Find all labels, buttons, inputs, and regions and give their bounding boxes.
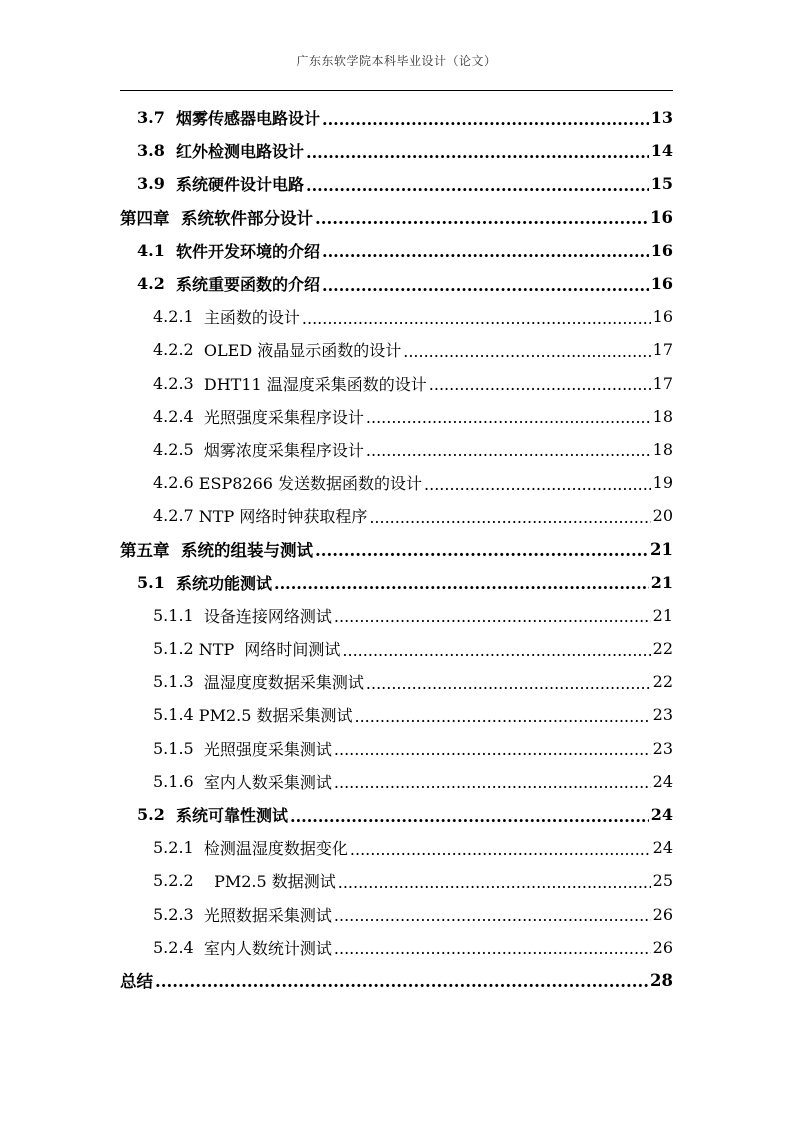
- table-of-contents: [0, 101, 793, 997]
- toc-entry-number: 5.1.4: [153, 705, 199, 725]
- toc-dot-leader: [274, 574, 649, 590]
- toc-dot-leader: [315, 209, 648, 226]
- toc-entry-title: 设备连接网络测试: [203, 606, 332, 626]
- toc-entry[interactable]: [0, 201, 793, 234]
- toc-entry[interactable]: [0, 698, 793, 731]
- toc-entry-number: 4.2.2: [153, 340, 204, 360]
- toc-entry-number: 5.2.4: [153, 937, 204, 957]
- toc-entry-page: 26: [652, 904, 673, 924]
- toc-entry-page: 18: [652, 406, 673, 426]
- toc-entry-number: 5.2.1: [153, 838, 204, 858]
- toc-entry-number: 4.2.1: [153, 307, 204, 327]
- toc-dot-leader: [369, 508, 650, 524]
- toc-entry[interactable]: [0, 831, 793, 864]
- toc-entry[interactable]: [0, 400, 793, 433]
- toc-entry-title: 检测温湿度数据变化: [203, 839, 348, 859]
- toc-dot-leader: [334, 939, 651, 955]
- toc-entry-number: 5.1.3: [153, 672, 204, 692]
- toc-entry[interactable]: [0, 234, 793, 267]
- toc-entry-title: NTP 网络时钟获取程序: [198, 507, 368, 527]
- toc-entry-page: 16: [650, 274, 673, 294]
- toc-entry-page: 16: [650, 207, 673, 227]
- toc-dot-leader: [334, 773, 651, 789]
- toc-dot-leader: [302, 309, 651, 325]
- toc-entry-page: 21: [652, 605, 673, 625]
- toc-entry-title: OLED 液晶显示函数的设计: [203, 341, 402, 361]
- toc-entry-title: 烟雾传感器电路设计: [175, 109, 320, 129]
- toc-entry-page: 21: [650, 539, 673, 559]
- toc-entry-number: 3.8: [137, 141, 176, 161]
- toc-entry-title: 总结: [120, 972, 153, 992]
- toc-entry[interactable]: [0, 898, 793, 931]
- toc-dot-leader: [366, 441, 651, 457]
- toc-entry[interactable]: [0, 732, 793, 765]
- toc-entry[interactable]: [0, 665, 793, 698]
- toc-dot-leader: [424, 475, 651, 491]
- toc-dot-leader: [322, 110, 649, 126]
- toc-entry[interactable]: [0, 964, 793, 997]
- toc-dot-leader: [354, 707, 650, 723]
- toc-entry-page: 20: [652, 506, 673, 526]
- toc-entry-title: 室内人数统计测试: [203, 938, 332, 958]
- toc-entry-number: 4.2.7: [153, 506, 199, 526]
- toc-entry-page: 23: [652, 738, 673, 758]
- toc-dot-leader: [403, 342, 650, 358]
- toc-entry-page: 24: [652, 771, 673, 791]
- toc-entry-title: DHT11 温湿度采集函数的设计: [203, 374, 427, 394]
- toc-entry-number: 4.1: [137, 240, 176, 260]
- toc-entry-title: 烟雾浓度采集程序设计: [203, 440, 364, 460]
- toc-entry-number: 第四章: [120, 209, 181, 229]
- toc-dot-leader: [322, 276, 649, 292]
- toc-dot-leader: [315, 541, 648, 558]
- toc-entry-page: 24: [652, 838, 673, 858]
- toc-entry[interactable]: [0, 167, 793, 200]
- toc-entry-title: 光照强度采集程序设计: [203, 407, 364, 427]
- toc-entry-title: 系统重要函数的介绍: [175, 275, 320, 295]
- toc-dot-leader: [338, 873, 651, 889]
- toc-entry[interactable]: [0, 931, 793, 964]
- toc-entry-number: 5.2.3: [153, 904, 204, 924]
- toc-entry-number: 5.1: [137, 572, 176, 592]
- toc-dot-leader: [350, 840, 651, 856]
- toc-entry-number: 4.2.4: [153, 406, 204, 426]
- toc-entry[interactable]: [0, 798, 793, 831]
- toc-entry-title: 系统功能测试: [175, 573, 272, 593]
- toc-entry-number: 5.2: [137, 805, 176, 825]
- toc-entry-title: 系统可靠性测试: [175, 806, 288, 826]
- toc-entry-page: 17: [652, 340, 673, 360]
- toc-entry-title: ESP8266 发送数据函数的设计: [198, 474, 423, 494]
- toc-entry-number: 3.9: [137, 174, 176, 194]
- toc-entry-page: 16: [652, 307, 673, 327]
- toc-entry-page: 17: [652, 373, 673, 393]
- toc-entry-title: 光照数据采集测试: [203, 905, 332, 925]
- toc-entry-page: 14: [650, 141, 673, 161]
- toc-entry-number: 3.7: [137, 108, 176, 128]
- toc-dot-leader: [334, 607, 651, 623]
- toc-entry-title: 室内人数采集测试: [203, 772, 332, 792]
- toc-entry-page: 13: [650, 108, 673, 128]
- toc-dot-leader: [366, 408, 651, 424]
- toc-entry-page: 22: [652, 672, 673, 692]
- toc-dot-leader: [290, 807, 649, 823]
- toc-dot-leader: [155, 972, 648, 989]
- toc-entry[interactable]: [0, 300, 793, 333]
- toc-entry-number: 5.1.6: [153, 771, 204, 791]
- toc-dot-leader: [322, 242, 649, 258]
- page-header: 广东东软学院本科毕业设计（论文）: [296, 54, 497, 68]
- toc-entry[interactable]: [0, 765, 793, 798]
- toc-entry[interactable]: [0, 632, 793, 665]
- toc-entry[interactable]: [0, 532, 793, 565]
- toc-entry[interactable]: [0, 101, 793, 134]
- toc-entry-page: 15: [650, 174, 673, 194]
- toc-dot-leader: [342, 641, 650, 657]
- toc-entry-page: 25: [652, 871, 673, 891]
- toc-entry[interactable]: [0, 134, 793, 167]
- toc-dot-leader: [429, 375, 651, 391]
- toc-entry-title: 光照强度采集测试: [203, 739, 332, 759]
- toc-dot-leader: [334, 906, 651, 922]
- toc-entry-page: 23: [652, 705, 673, 725]
- toc-entry[interactable]: [0, 864, 793, 897]
- toc-dot-leader: [306, 176, 649, 192]
- toc-entry-number: 5.1.1: [153, 605, 204, 625]
- toc-entry-title: 系统硬件设计电路: [175, 175, 304, 195]
- toc-entry[interactable]: [0, 599, 793, 632]
- toc-entry-page: 19: [652, 473, 673, 493]
- toc-entry[interactable]: [0, 566, 793, 599]
- toc-entry-page: 28: [650, 970, 673, 990]
- toc-entry-title: PM2.5 数据测试: [214, 872, 336, 892]
- toc-entry-number: 4.2.5: [153, 439, 204, 459]
- toc-entry-page: 16: [650, 240, 673, 260]
- header-divider: [120, 90, 673, 91]
- toc-entry-page: 18: [652, 439, 673, 459]
- toc-entry-number: 4.2.3: [153, 373, 204, 393]
- toc-dot-leader: [366, 674, 651, 690]
- toc-entry[interactable]: [0, 466, 793, 499]
- toc-entry-number: 第五章: [120, 541, 181, 561]
- toc-entry-page: 22: [652, 639, 673, 659]
- toc-entry-title: 主函数的设计: [203, 308, 300, 328]
- toc-entry-number: 4.2.6: [153, 473, 199, 493]
- toc-entry-number: 5.2.2: [153, 871, 215, 891]
- toc-entry-page: 21: [650, 572, 673, 592]
- toc-entry[interactable]: [0, 433, 793, 466]
- toc-entry-page: 26: [652, 937, 673, 957]
- toc-entry[interactable]: [0, 333, 793, 366]
- toc-entry[interactable]: [0, 367, 793, 400]
- toc-entry-title: PM2.5 数据采集测试: [198, 706, 353, 726]
- toc-entry-title: 红外检测电路设计: [175, 142, 304, 162]
- toc-entry-title: NTP 网络时间测试: [198, 640, 341, 660]
- toc-dot-leader: [334, 740, 651, 756]
- toc-entry-title: 软件开发环境的介绍: [175, 241, 320, 261]
- toc-entry-title: 系统的组装与测试: [181, 541, 313, 561]
- toc-entry-title: 系统软件部分设计: [181, 209, 313, 229]
- toc-entry[interactable]: [0, 499, 793, 532]
- toc-entry-number: 5.1.5: [153, 738, 204, 758]
- toc-entry-number: 5.1.2: [153, 639, 199, 659]
- toc-entry-number: 4.2: [137, 274, 176, 294]
- toc-dot-leader: [306, 143, 649, 159]
- toc-entry[interactable]: [0, 267, 793, 300]
- toc-entry-page: 24: [650, 805, 673, 825]
- toc-entry-title: 温湿度度数据采集测试: [203, 673, 364, 693]
